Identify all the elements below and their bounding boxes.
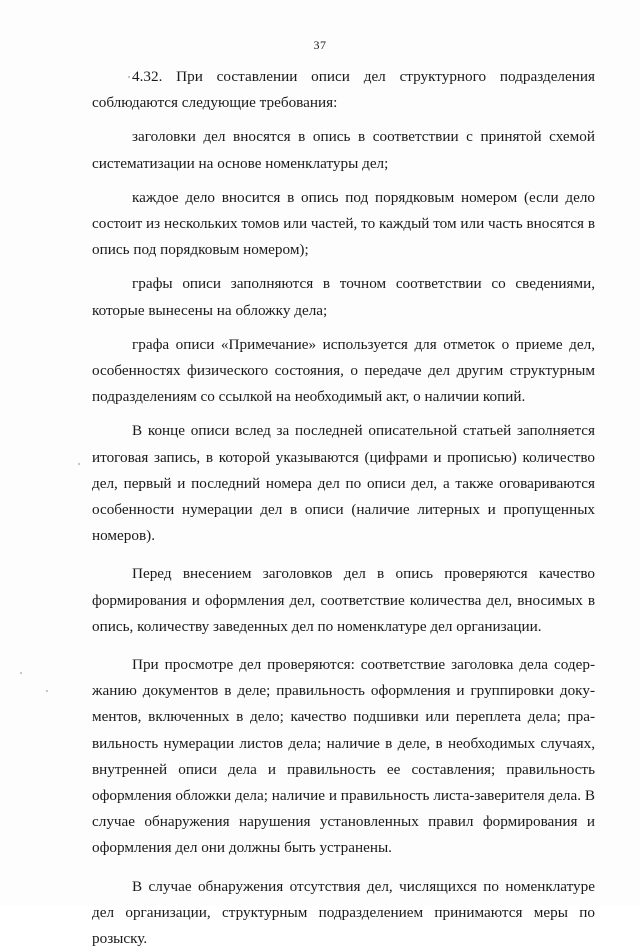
paragraph-review-check: При просмотре дел проверяются: соответствие заголовка дела содержанию документов в деле; правильность оформления и группировки документов, включенных в дело; качество подшивки или переплета дела; правильность нумерации листов дела; наличие в деле, в необходимых случаях, внутренней описи дела и правильность ее составления; правильность оформления обложки дела; наличие и правильность листа-заверителя дела. В случае обнаружения нарушения установленных правил формирования и оформления дел они должны быть устранены. xyxy=(92,656,595,857)
paragraph-quality-check: Перед внесением заголовков дел в опись проверяются качество формирования и оформления дел, соответствие количества дел, вносимых в опись, количеству заведенных дел по номенклатуре дел организации. xyxy=(92,565,595,635)
document-body xyxy=(92,64,595,952)
scan-speck xyxy=(78,463,80,465)
paragraph-notes-column: графа описи «Примечание» используется для отметок о приеме дел, особенностях физического состояния, о передаче дел другим структурным подразделениям со ссылкой на необходимый акт, о наличии копий. xyxy=(92,335,595,406)
scan-speck xyxy=(46,690,48,692)
paragraph-sequence-number: каждое дело вносится в опись под порядковым номером (если дело состоит из нескольких томов или частей, то каждый том или часть вносятся в опись под порядковым номером); xyxy=(92,188,595,259)
paragraph-columns-filled: графы описи заполняются в точном соответствии со сведениями, которые вынесены на обложку дела; xyxy=(92,275,595,319)
scan-speck xyxy=(128,76,130,78)
scan-speck xyxy=(20,672,22,674)
paragraph-headings-requirement: заголовки дел вносятся в опись в соответствии с принятой схемой систематизации на основе номенклатуры дел; xyxy=(92,128,595,172)
page-number: 37 xyxy=(313,38,327,52)
paragraph-missing-files: В случае обнаружения отсутствия дел, числящихся по номенклатуре дел организации, структурным подразделением принимаются меры по розыску. xyxy=(92,877,595,948)
paragraph-final-record: В конце описи вслед за последней описательной статьей заполняется итоговая запись, в которой указываются (цифрами и прописью) количество дел, первый и последний номера дел по описи дел, а также оговариваются особенности нумерации дел в описи (наличие литерных и пропущенных номеров). xyxy=(92,422,595,545)
paragraph-4-32: 4.32. При составлении описи дел структурного подразделения соблюдаются следующие требования: xyxy=(92,68,595,112)
